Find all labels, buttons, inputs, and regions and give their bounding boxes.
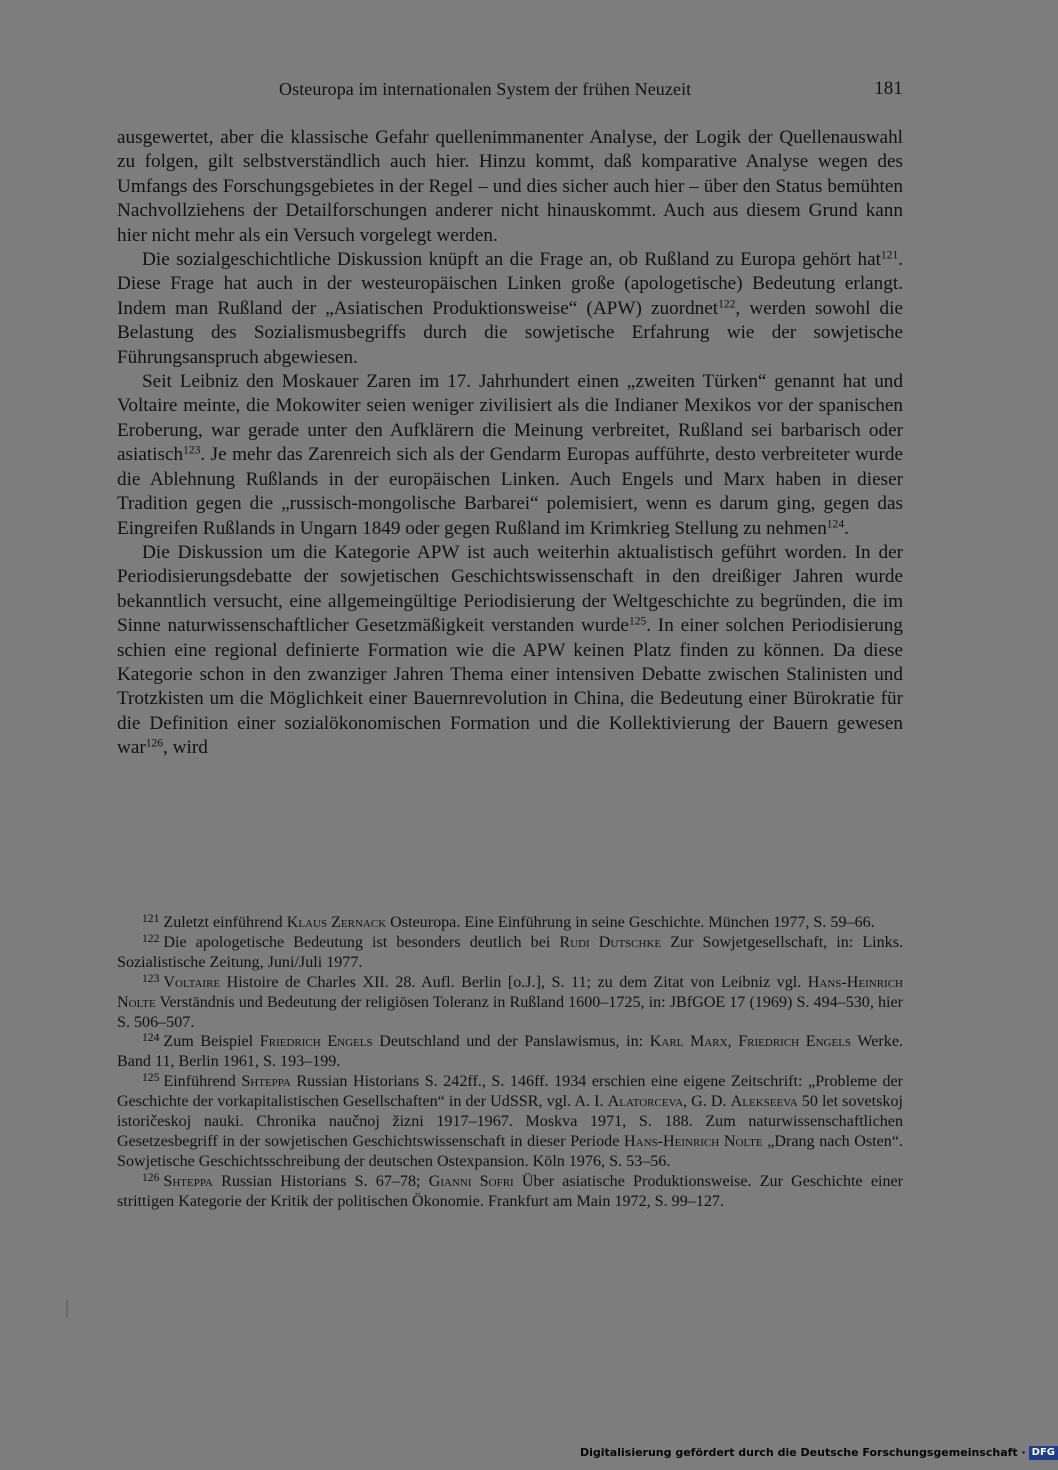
digitization-footer [580,1443,1056,1463]
footnote-text: Histoire de Charles XII. 28. Aufl. Berlin [o.J.], S. 11; zu dem Zitat von Leibniz vgl. [220,973,808,991]
author-name: Shteppa [241,1073,291,1091]
paragraph-text: . Je mehr das Zarenreich sich als der Gendarm Europas aufführte, desto verbreiteter wurde die Ablehnung Rußlands in der europäischen Linken. Auch Engels und Marx haben in dieser Tradition gegen die „russisch-mongolische Barbarei“ polemisiert, wenn es darum ging, gegen das Eingreifen Rußlands in Ungarn 1849 oder gegen Rußland im Krimkrieg Stellung zu nehmen [117,444,903,539]
author-name: Alekseeva [730,1093,798,1111]
paragraph-text: Die sozialgeschichtliche Diskussion knüpft an die Frage an, ob Rußland zu Europa gehört hat [142,249,881,271]
footnote-text: Werke. Band 11, Berlin 1961, S. 193–199. [117,1033,904,1071]
footnote-text: Russian Historians S. 242ff., S. 146ff. 1934 erschien eine eigene Zeitschrift: „Probleme der Geschichte der vorkapitalistischen Gesellschaften“ in der UdSSR, vgl. A. I. [117,1073,903,1111]
paragraph-text: Seit Leibniz den Moskauer Zaren im 17. Jahrhundert einen „zweiten Türken“ genannt hat und Voltaire meinte, die Mokowiter seien weniger zivilisiert als die Indianer Mexikos vor der spanischen Eroberung, war gerade unter den Aufklärern die Meinung verbreitet, Rußland sei barbarisch oder asiatisch [117,371,903,466]
paragraph-text: . [844,517,849,539]
paragraph-2 [117,248,903,370]
author-name: Alatorceva [607,1093,684,1111]
paragraph-4 [117,541,903,761]
footnote-ref-125: 125 [628,615,647,628]
footnote-text: Zuletzt einführend [163,914,287,931]
footnote-126 [117,1172,903,1212]
footnote-125 [117,1072,903,1172]
paragraph-text: . Diese Frage hat auch in der westeuropäischen Linken große (apologetische) Bedeutung erlangt. Indem man Rußland der „Asiatischen Produktionsweise“ (APW) zuordnet [117,249,903,319]
footnote-123 [117,973,903,1033]
footnote-text: Russian Historians S. 67–78; [212,1172,429,1190]
footnotes [117,913,903,1212]
author-name: Shteppa [163,1172,213,1190]
footnote-number: 125 [142,1071,160,1085]
footnote-122 [117,933,903,973]
footnote-text: Verständnis und Bedeutung der religiösen Toleranz in Rußland 1600–1725, in: JBfGOE 17 (1969) S. 494–530, hier S. 506–507. [117,993,903,1031]
footnote-number: 122 [142,931,160,945]
paragraph-text: Die Diskussion um die Kategorie APW ist auch weiterhin aktualistisch geführt worden. In der Periodisierungsdebatte der sowjetischen Geschichtswissenschaft in den dreißiger Jahren wurde bekanntlich versucht, eine allgemeingültige Periodisierung der Weltgeschichte zu begründen, die im Sinne naturwissenschaftlicher Gesetzmäßigkeit verstanden wurde [117,541,903,637]
footnote-text: Einführend [163,1073,242,1091]
funding-notice: Digitalisierung gefördert durch die Deutsche Forschungsgemeinschaft · [580,1446,1026,1459]
author-name: Rudi Dutschke [559,933,662,951]
author-name: Klaus Zernack [286,914,387,931]
footnote-ref-126: 126 [145,737,164,750]
footnote-number: 123 [142,971,160,985]
scan-mark [66,1300,68,1318]
footnote-text: „Drang nach Osten“. Sowjetische Geschichtsschreibung der deutschen Ostexpansion. Köln 1976, S. 53–56. [117,1132,903,1170]
footnote-ref-122: 122 [718,298,736,311]
footnote-number: 124 [142,1031,160,1045]
author-name: Karl Marx, Friedrich Engels [649,1033,852,1051]
footnote-ref-123: 123 [183,444,201,457]
author-name: Hans-Heinrich Nolte [624,1132,763,1150]
running-header [117,76,903,102]
footnote-121 [117,913,903,933]
footnote-text: Über asiatische Produktionsweise. Zur Geschichte einer strittigen Kategorie der Kritik der politischen Ökonomie. Frankfurt am Main 1972, S. 99–127. [117,1172,903,1210]
footnote-text: , G. D. [683,1093,731,1111]
paragraph-1 [117,126,903,248]
author-name: Friedrich Engels [259,1033,373,1051]
footnote-text: 50 let sovetskoj istoričeskoj nauki. Chronika naučnoj žizni 1917–1967. Moskva 1971, S. 188. Zum naturwissenschaftlichen Gesetzesbegriff in der sowjetischen Geschichtswissenschaft in dieser Periode [117,1093,903,1150]
footnote-number: 126 [142,1170,160,1184]
footnote-text: Zur Sowjetgesellschaft, in: Links. Sozialistische Zeitung, Juni/Juli 1977. [117,933,904,971]
footnote-124 [117,1032,903,1072]
footnote-text: Deutschland und der Panslawismus, in: [372,1033,650,1051]
running-title: Osteuropa im internationalen System der frühen Neuzeit [279,79,692,99]
footnote-text: Osteuropa. Eine Einführung in seine Geschichte. München 1977, S. 59–66. [386,914,875,931]
footnote-ref-124: 124 [826,518,845,531]
author-name: Voltaire [163,973,221,991]
footnote-text: Zum Beispiel [163,1033,260,1051]
paragraph-text: , wird [163,737,208,759]
paragraph-text: , werden sowohl die Belastung des Sozialismusbegriffs durch die sowjetische Erfahrung wie der sowjetische Führungsanspruch abgewiesen. [117,297,903,368]
footnote-text: Die apologetische Bedeutung ist besonders deutlich bei [163,933,560,951]
dfg-logo: DFG [1029,1446,1058,1460]
paragraph-3 [117,370,903,541]
footnote-number: 121 [142,911,160,925]
footnote-ref-121: 121 [880,249,899,262]
paragraph-text: ausgewertet, aber die klassische Gefahr quellenimmanenter Analyse, der Logik der Quellenauswahl zu folgen, gilt selbstverständlich auch hier. Hinzu kommt, daß komparative Analyse wegen des Umfangs des Forschungsgebietes in der Regel – und dies sicher auch hier – über den Status bemühten Nachvollziehens der Detailforschungen anderer nicht hinauskommt. Auch aus diesem Grund kann hier nicht mehr als ein Versuch vorgelegt werden. [117,127,903,246]
page-number: 181 [874,78,903,99]
author-name: Hans-Heinrich Nolte [117,973,903,1011]
author-name: Gianni Sofri [428,1172,514,1190]
main-text [117,126,903,761]
paragraph-text: . In einer solchen Periodisierung schien eine regional definierte Formation wie die APW keinen Platz finden zu können. Da diese Kategorie schon in den zwanziger Jahren Thema einer intensiven Debatte zwischen Stalinisten und Trotzkisten um die Möglichkeit einer Bauernrevolution in China, die Bedeutung einer Bürokratie für die Definition einer sozialökonomischen Formation und die Kollektivierung der Bauern gewesen war [117,615,903,759]
